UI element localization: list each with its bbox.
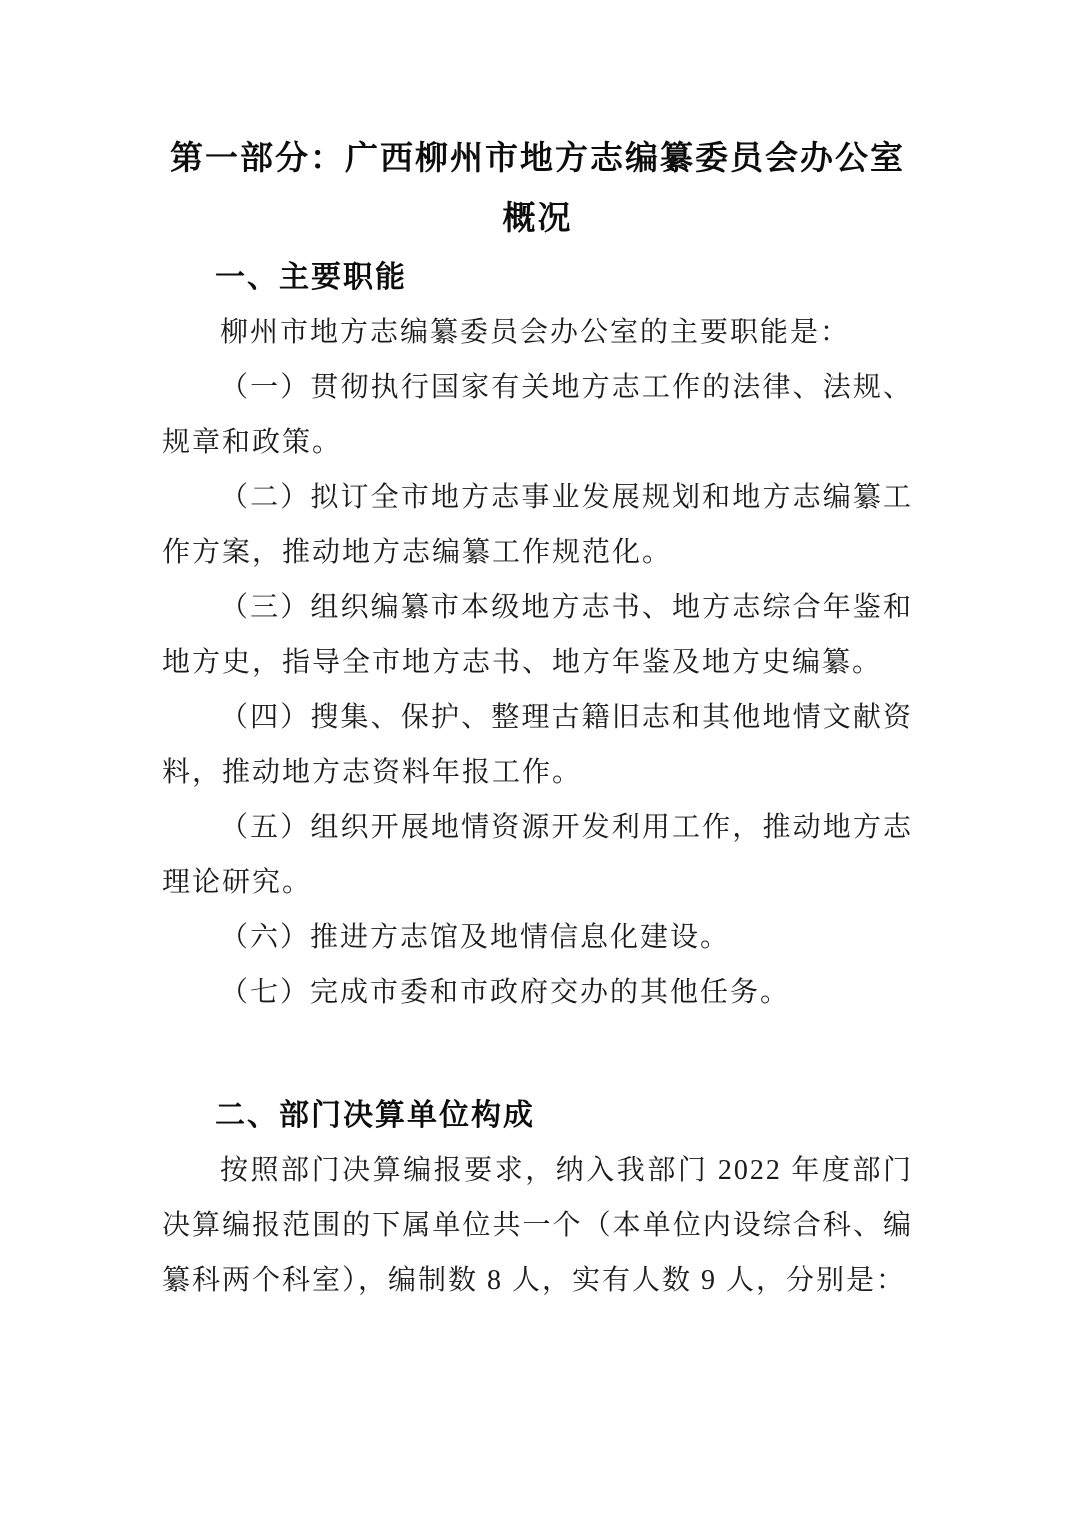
document-content — [162, 0, 913, 1308]
document-title-line1: 第一部分：广西柳州市地方志编纂委员会办公室 — [170, 139, 905, 176]
paragraph: （七）完成市委和市政府交办的其他任务。 — [220, 977, 791, 1008]
paragraph: （五）组织开展地情资源开发利用工作，推动地方志理论研究。 — [162, 812, 913, 898]
document-title — [162, 128, 913, 248]
paragraph: （一）贯彻执行国家有关地方志工作的法律、法规、规章和政策。 — [162, 372, 913, 458]
paragraph: 按照部门决算编报要求，纳入我部门 2022 年度部门决算编报范围的下属单位共一个（本单位内设综合科、编纂科两个科室），编制数 8 人，实有人数 9 人，分别是： — [162, 1155, 913, 1296]
paragraph: 柳州市地方志编纂委员会办公室的主要职能是： — [220, 317, 851, 348]
paragraph: （二）拟订全市地方志事业发展规划和地方志编纂工作方案，推动地方志编纂工作规范化。 — [162, 482, 913, 568]
section-unit-composition — [162, 1088, 913, 1308]
section-main-functions — [162, 250, 913, 1020]
paragraph: （四）搜集、保护、整理古籍旧志和其他地情文献资料，推动地方志资料年报工作。 — [162, 702, 913, 788]
paragraph: （六）推进方志馆及地情信息化建设。 — [220, 922, 731, 953]
section-heading-unit-composition: 二、部门决算单位构成 — [215, 1099, 535, 1132]
document-title-line2: 概况 — [502, 199, 573, 236]
section-heading-main-functions: 一、主要职能 — [215, 261, 407, 294]
paragraph: （三）组织编纂市本级地方志书、地方志综合年鉴和地方史，指导全市地方志书、地方年鉴及地方史编纂。 — [162, 592, 913, 678]
